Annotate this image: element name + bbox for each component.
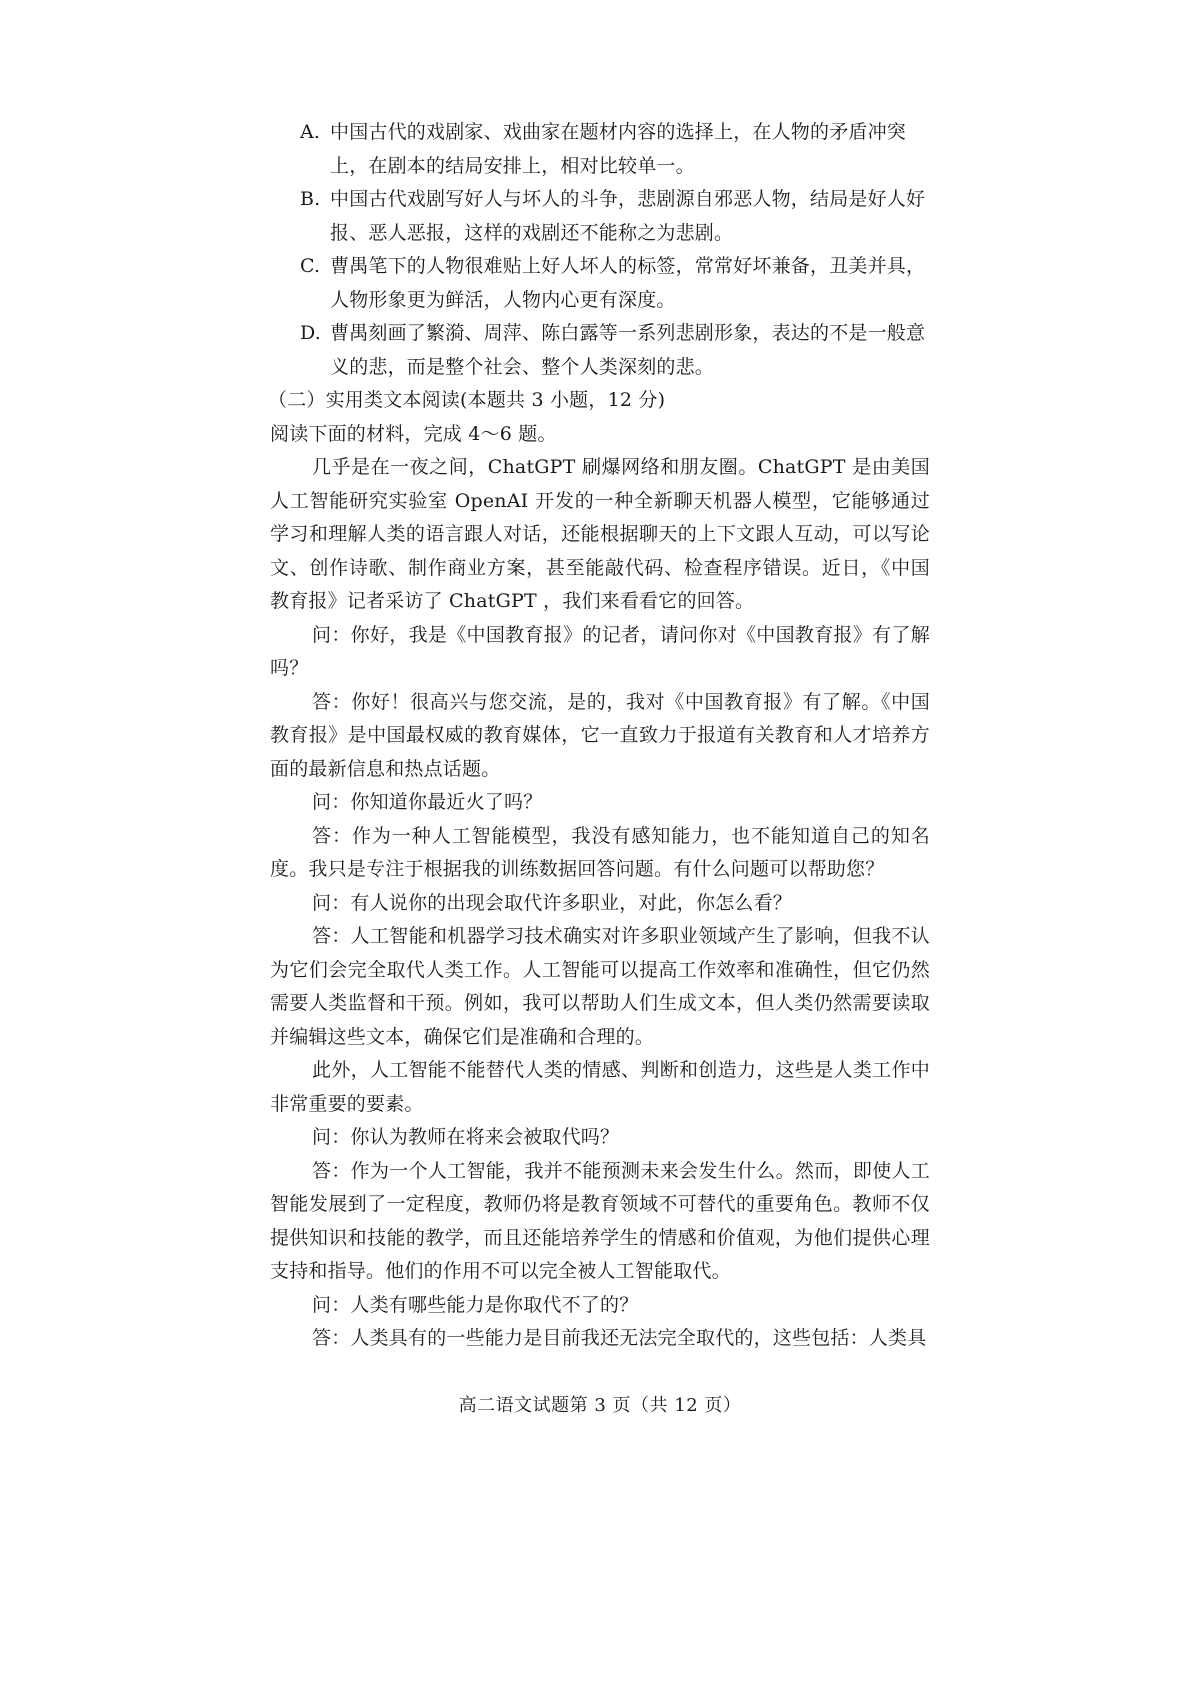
option-text: 曹禺笔下的人物很难贴上好人坏人的标签，常常好坏兼备，丑美并具，人物形象更为鲜活，人物内心更有深度。	[330, 255, 926, 311]
option-letter: D.	[300, 322, 321, 344]
page-body	[270, 116, 930, 1356]
question-3: 问：有人说你的出现会取代许多职业，对此，你怎么看？	[312, 891, 793, 914]
option-a	[300, 116, 930, 183]
answer-1: 答：你好！很高兴与您交流，是的，我对《中国教育报》有了解。《中国教育报》是中国最权威的教育媒体，它一直致力于报道有关教育和人才培养方面的最新信息和热点话题。	[270, 690, 930, 780]
option-letter: C.	[300, 255, 321, 277]
option-b	[300, 183, 930, 250]
question-4: 问：你认为教师在将来会被取代吗？	[312, 1126, 620, 1148]
option-letter: B.	[300, 188, 321, 210]
question-2: 问：你知道你最近火了吗？	[312, 791, 543, 813]
option-c	[300, 250, 930, 317]
option-text: 曹禺刻画了繁漪、周萍、陈白露等一系列悲剧形象，表达的不是一般意义的悲，而是整个社会、整个人类深刻的悲。	[330, 322, 926, 378]
answer-2: 答：作为一种人工智能模型，我没有感知能力，也不能知道自己的知名度。我只是专注于根据我的训练数据回答问题。有什么问题可以帮助您？	[270, 824, 930, 880]
option-letter: A.	[300, 121, 321, 143]
answer-4: 答：作为一个人工智能，我并不能预测未来会发生什么。然而，即使人工智能发展到了一定程度，教师仍将是教育领域不可替代的重要角色。教师不仅提供知识和技能的教学，而且还能培养学生的情感和价值观，为他们提供心理支持和指导。他们的作用不可以完全被人工智能取代。	[270, 1159, 930, 1282]
paragraph-intro: 几乎是在一夜之间，ChatGPT 刷爆网络和朋友圈。ChatGPT 是由美国人工智能研究实验室 OpenAI 开发的一种全新聊天机器人模型，它能够通过学习和理解人类的语言跟人对话，还能根据聊天的上下文跟人互动，可以写论文、创作诗歌、制作商业方案，甚至能敲代码、检查程序错误。近日，《中国教育报》记者采访了 ChatGPT ，我们来看看它的回答。	[270, 456, 930, 612]
question-1: 问：你好，我是《中国教育报》的记者，请问你对《中国教育报》有了解吗？	[270, 623, 930, 679]
question-5: 问：人类有哪些能力是你取代不了的？	[312, 1293, 639, 1316]
section-heading: （二）实用类文本阅读(本题共 3 小题，12 分)	[268, 389, 666, 411]
answer-3: 答：人工智能和机器学习技术确实对许多职业领域产生了影响，但我不认为它们会完全取代人类工作。人工智能可以提高工作效率和准确性，但它仍然需要人类监督和干预。例如，我可以帮助人们生成文本，但人类仍然需要读取并编辑这些文本，确保它们是准确和合理的。	[270, 925, 930, 1048]
option-text: 中国古代的戏剧家、戏曲家在题材内容的选择上，在人物的矛盾冲突上，在剧本的结局安排上，相对比较单一。	[330, 121, 907, 177]
page-footer: 高二语文试题第 3 页（共 12 页）	[458, 1395, 742, 1416]
option-text: 中国古代戏剧写好人与坏人的斗争，悲剧源自邪恶人物，结局是好人好报、恶人恶报，这样的戏剧还不能称之为悲剧。	[330, 188, 926, 244]
answer-3-continued: 此外，人工智能不能替代人类的情感、判断和创造力，这些是人类工作中非常重要的要素。	[270, 1059, 930, 1115]
section-instruction: 阅读下面的材料，完成 4～6 题。	[270, 422, 557, 445]
answer-5: 答：人类具有的一些能力是目前我还无法完全取代的，这些包括：人类具	[312, 1327, 927, 1349]
option-d	[300, 317, 930, 384]
